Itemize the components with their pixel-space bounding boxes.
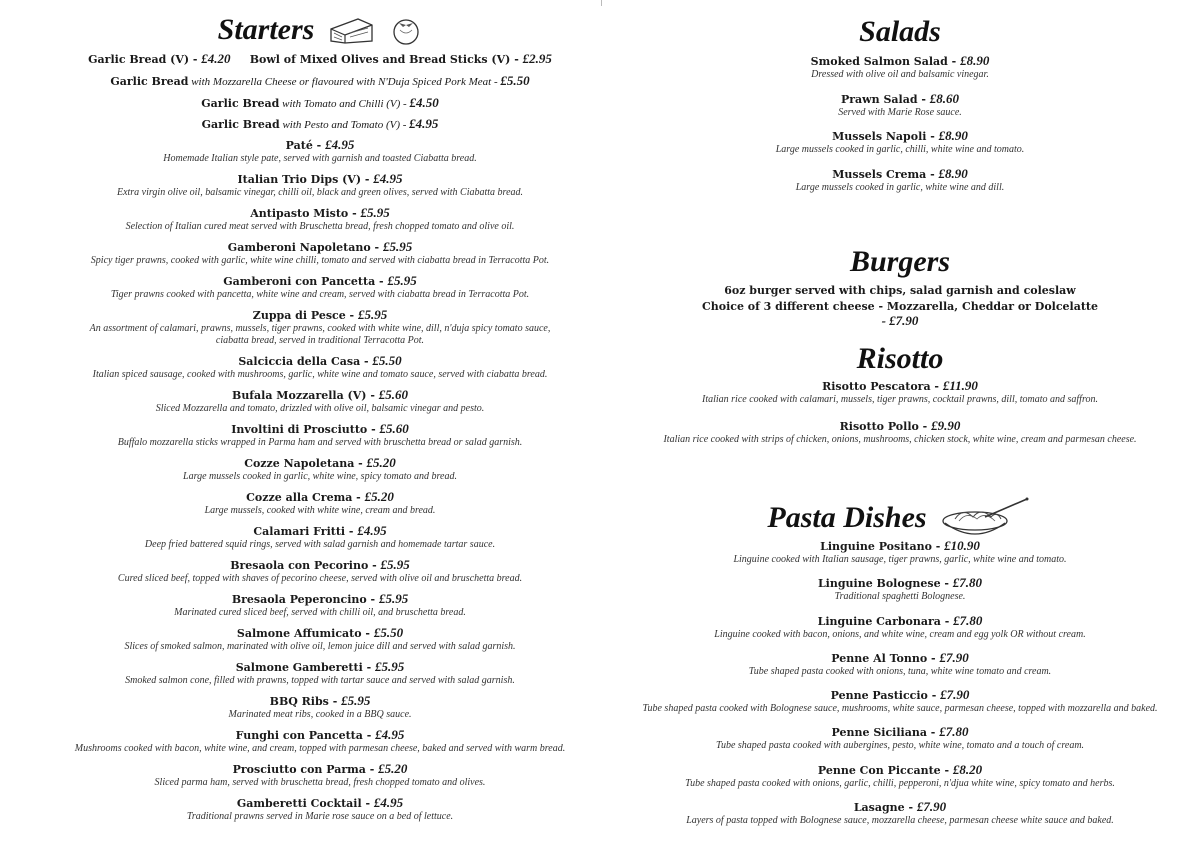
item-price: £7.80 — [953, 612, 983, 628]
item-price: £7.90 — [940, 687, 970, 703]
item-title-line — [630, 379, 1170, 394]
item-description: Marinated meat ribs, cooked in a BBQ sauce. — [228, 709, 412, 720]
item-description: Linguine cooked with Italian sausage, tiger prawns, garlic, white wine and tomato. — [733, 554, 1067, 565]
menu-item — [630, 763, 1170, 800]
item-title-line — [30, 138, 610, 153]
menu-item — [630, 379, 1170, 419]
item-description: Tiger prawns cooked with pancetta, white wine and cream, served with ciabatta bread in Terracotta Pot. — [110, 289, 530, 300]
pasta-title: Pasta Dishes — [767, 501, 927, 534]
menu-item — [30, 796, 610, 830]
item-price: £8.20 — [952, 761, 983, 777]
item-description: Slices of smoked salmon, marinated with olive oil, lemon juice dill and served with salad garnish. — [124, 641, 516, 652]
menu-item — [30, 422, 610, 456]
item-title-line — [30, 388, 610, 403]
item-price: £5.95 — [341, 693, 371, 708]
item-title-line — [30, 762, 610, 777]
item-description: Sliced Mozzarella and tomato, drizzled with olive oil, balsamic vinegar and pesto. — [155, 403, 485, 414]
item-name: Prawn Salad - — [840, 92, 930, 106]
item-name: Involtini di Prosciutto - — [231, 423, 380, 436]
item-title-line — [630, 419, 1170, 434]
pasta-header — [630, 497, 1170, 539]
menu-item — [30, 728, 610, 762]
item-price: £4.95 — [325, 137, 355, 152]
menu-item — [630, 92, 1170, 130]
item-price: £8.90 — [960, 53, 990, 68]
item-title-line — [630, 539, 1170, 554]
item-name: Risotto Pescatora - — [822, 380, 943, 393]
menu-item — [30, 206, 610, 240]
item-price: £4.20 — [201, 51, 231, 66]
item-name: Linguine Positano - — [820, 540, 945, 553]
burger-cheese-choice: Choice of 3 different cheese - Mozzarella, Cheddar or Dolcelatte — [701, 300, 1099, 313]
menu-item — [30, 558, 610, 592]
item-title-line — [30, 172, 610, 187]
item-description: Buffalo mozzarella sticks wrapped in Parma ham and served with bruschetta bread or salad garnish. — [117, 437, 523, 448]
item-description: Sliced parma ham, served with bruschetta bread, fresh chopped tomato and olives. — [154, 777, 486, 788]
item-description: Layers of pasta topped with Bolognese sauce, mozzarella cheese, parmesan cheese white sauce and baked. — [686, 815, 1114, 827]
menu-item — [630, 800, 1170, 837]
item-title-line — [30, 796, 610, 811]
item-title-line — [30, 660, 610, 675]
item-price: £5.20 — [378, 761, 408, 776]
item-title-line — [30, 422, 610, 437]
menu-item — [30, 456, 610, 490]
item-name: Linguine Carbonara - — [817, 614, 954, 628]
item-price: £7.80 — [939, 724, 969, 740]
item-description: Smoked salmon cone, filled with prawns, topped with tartar sauce and served with salad garnish. — [125, 675, 515, 686]
item-price: £11.90 — [942, 378, 978, 393]
item-price: £5.50 — [500, 73, 530, 88]
item-title-line — [630, 576, 1170, 591]
risotto-list — [630, 379, 1170, 459]
menu-item — [630, 688, 1170, 725]
item-description: Cured sliced beef, topped with shaves of pecorino cheese, served with olive oil and bruschetta bread. — [117, 573, 523, 584]
item-name: Garlic Bread — [201, 118, 280, 131]
item-title-line — [630, 614, 1170, 629]
item-title-line — [30, 490, 610, 505]
item-description: Deep fried battered squid rings, served with salad garnish and homemade tartar sauce. — [144, 539, 496, 550]
item-description: Large mussels, cooked with white wine, cream and bread. — [204, 505, 436, 516]
burger-description: 6oz burger served with chips, salad garnish and coleslaw — [724, 284, 1076, 297]
item-title-line — [630, 167, 1170, 182]
item-name: Penne Con Piccante - — [817, 763, 953, 777]
item-name: Mussels Crema - — [832, 167, 939, 181]
item-description: Large mussels cooked in garlic, white wine, spicy tomato and bread. — [183, 471, 457, 482]
item-name: Gamberoni con Pancetta - — [223, 275, 388, 288]
item-description: Extra virgin olive oil, balsamic vinegar, chilli oil, black and green olives, served with Ciabatta bread. — [116, 187, 524, 198]
menu-item — [630, 614, 1170, 651]
pasta-bowl-icon — [941, 497, 1033, 539]
menu-item — [630, 576, 1170, 613]
item-description: Served with Marie Rose sauce. — [838, 106, 962, 118]
item-name: Penne Siciliana - — [831, 726, 940, 740]
item-price: £5.95 — [380, 557, 410, 572]
menu-item — [30, 96, 610, 117]
item-name: Bresaola con Pecorino - — [230, 559, 381, 572]
item-name: Paté - — [285, 139, 326, 152]
item-description: Selection of Italian cured meat served with Bruschetta bread, fresh chopped tomato and olive oil. — [125, 221, 515, 232]
menu-item — [630, 419, 1170, 459]
salads-title: Salads — [859, 15, 941, 48]
item-price: £7.80 — [952, 575, 983, 591]
item-price: £7.90 — [939, 649, 969, 665]
item-description: Tube shaped pasta cooked with aubergines, pesto, white wine, tomato and a touch of cream. — [715, 740, 1085, 752]
item-title-line — [630, 651, 1170, 666]
item-name: Cozze alla Crema - — [246, 491, 365, 504]
item-name: Garlic Bread — [110, 75, 189, 88]
item-title-line — [30, 558, 610, 573]
item-price: £8.60 — [929, 90, 960, 106]
item-description: Tube shaped pasta cooked with Bolognese sauce, mushrooms, white sauce, parmesan cheese, topped with mozzarella and baked. — [642, 703, 1158, 715]
item-title-line — [30, 524, 610, 539]
item-title-line — [630, 129, 1170, 144]
menu-item — [30, 524, 610, 558]
starters-title: Starters — [217, 13, 315, 46]
item-price: £5.50 — [373, 625, 404, 640]
item-title-line — [630, 54, 1170, 69]
item-description: An assortment of calamari, prawns, mussels, tiger prawns, cooked with white wine, dill, n'duja spicy tomato sauce, — [89, 323, 551, 334]
item-price: £5.95 — [378, 591, 409, 606]
item-name: Risotto Pollo - — [839, 420, 932, 433]
menu-item — [30, 240, 610, 274]
item-name: Bufala Mozzarella (V) - — [232, 389, 379, 402]
item-name: Penne Al Tonno - — [831, 651, 940, 665]
item-title-line — [30, 206, 610, 221]
item-title-line — [30, 308, 610, 323]
item-name: Calamari Fritti - — [253, 525, 358, 538]
burgers-title: Burgers — [849, 245, 951, 278]
tomato-icon — [390, 14, 422, 46]
item-price: £5.60 — [379, 421, 409, 436]
item-description: Homemade Italian style pate, served with garnish and toasted Ciabatta bread. — [163, 153, 477, 164]
item-description: Dressed with olive oil and balsamic vinegar. — [811, 69, 989, 80]
item-price: £5.20 — [366, 455, 396, 470]
item-name: Salmone Affumicato - — [236, 627, 374, 640]
item-name: Zuppa di Pesce - — [252, 309, 358, 322]
item-description: Italian rice cooked with calamari, mussels, tiger prawns, cocktail prawns, dill, tomato and saffron. — [701, 394, 1098, 405]
garlic-bread-pair: Garlic Bread (V) - £4.20 Bowl of Mixed Olives and Bread Sticks (V) - £2.95 — [88, 51, 552, 66]
item-price: £9.90 — [931, 418, 961, 433]
item-price: £5.50 — [372, 353, 402, 368]
item-title-line — [30, 626, 610, 641]
menu-item — [630, 539, 1170, 576]
item-title-line — [630, 763, 1170, 778]
menu-item — [630, 129, 1170, 167]
item-price: £2.95 — [522, 51, 552, 66]
menu-item — [30, 354, 610, 388]
item-name: Gamberoni Napoletano - — [227, 241, 383, 254]
starters-list — [30, 138, 610, 830]
bread-loaf-icon — [328, 15, 376, 45]
item-price: £5.95 — [382, 239, 413, 254]
menu-item — [630, 167, 1170, 205]
item-name: Penne Pasticcio - — [830, 689, 941, 703]
item-description: Marinated cured sliced beef, served with chilli oil, and bruschetta bread. — [174, 607, 466, 618]
menu-item — [30, 74, 610, 96]
item-title-line — [30, 456, 610, 471]
item-name: Italian Trio Dips (V) - — [237, 173, 374, 186]
item-price: £5.95 — [387, 273, 417, 288]
menu-item — [30, 138, 610, 172]
item-detail: with Pesto and Tomato (V) - — [279, 119, 410, 131]
item-name: Cozze Napoletana - — [244, 457, 367, 470]
item-price: £4.95 — [409, 116, 439, 131]
risotto-title: Risotto — [856, 342, 944, 375]
menu-item — [30, 172, 610, 206]
item-description-continued: ciabatta bread, served in traditional Terracotta Pot. — [215, 335, 425, 346]
item-name: Mussels Napoli - — [832, 130, 939, 143]
pasta-list — [630, 539, 1170, 837]
menu-item — [30, 660, 610, 694]
item-price: £5.20 — [364, 489, 394, 504]
item-name: Antipasto Misto - — [250, 207, 361, 220]
item-price: £8.90 — [938, 165, 968, 181]
menu-item — [30, 490, 610, 524]
menu-item — [30, 592, 610, 626]
menu-item — [30, 762, 610, 796]
menu-item — [630, 54, 1170, 92]
item-price: £7.90 — [916, 799, 947, 815]
item-title-line — [30, 728, 610, 743]
item-title-line — [630, 725, 1170, 740]
item-title-line — [630, 92, 1170, 107]
starters-column — [30, 0, 610, 830]
item-name: Smoked Salmon Salad - — [810, 55, 961, 68]
item-description: Large mussels cooked in garlic, chilli, white wine and tomato. — [775, 144, 1025, 155]
item-price: £5.95 — [375, 659, 405, 674]
item-name: Linguine Bolognese - — [817, 577, 953, 591]
item-title-line — [30, 592, 610, 607]
menu-item — [30, 308, 610, 354]
item-price: £4.95 — [375, 727, 405, 742]
item-title-line — [30, 240, 610, 255]
item-name: Prosciutto con Parma - — [232, 763, 379, 776]
item-description: Spicy tiger prawns, cooked with garlic, white wine chilli, tomato and served with ciabatta bread in Terracotta Pot. — [90, 255, 550, 266]
item-price: £5.60 — [378, 387, 408, 402]
item-name: Bowl of Mixed Olives and Bread Sticks — [249, 53, 488, 66]
item-name: Lasagne - — [853, 801, 917, 815]
item-name: Salmone Gamberetti - — [235, 661, 375, 674]
item-title-line — [30, 694, 610, 709]
item-name: Bresaola Peperoncino - — [231, 593, 379, 606]
item-description: Tube shaped pasta cooked with onions, tuna, white wine tomato and cream. — [748, 665, 1052, 677]
item-title-line — [30, 274, 610, 289]
item-detail: with Tomato and Chilli (V) - — [279, 98, 410, 110]
salads-list — [630, 54, 1170, 204]
menu-item — [30, 274, 610, 308]
starters-header — [30, 12, 610, 48]
item-price: £10.90 — [944, 538, 980, 553]
item-name: Salciccia della Casa - — [238, 355, 373, 368]
item-description: Mushrooms cooked with bacon, white wine, and cream, topped with parmesan cheese, baked and served with warm bread. — [74, 743, 566, 754]
item-description: Italian rice cooked with strips of chicken, onions, mushrooms, chicken stock, white wine, cream and parmesan cheese. — [663, 434, 1137, 445]
item-title-line — [630, 688, 1170, 703]
item-price: £4.95 — [373, 795, 404, 810]
right-column — [630, 0, 1170, 837]
menu-item — [30, 626, 610, 660]
menu-item — [30, 388, 610, 422]
item-title-line — [630, 800, 1170, 815]
item-price: £4.95 — [357, 523, 387, 538]
item-name: Gamberetti Cocktail - — [236, 797, 374, 810]
item-description: Tube shaped pasta cooked with onions, garlic, chilli, pepperoni, n'djua white wine, spicy tomato and herbs. — [685, 777, 1115, 789]
menu-item — [30, 694, 610, 728]
item-detail: with Mozzarella Cheese or flavoured with N'Duja Spiced Pork Meat - — [188, 76, 501, 88]
item-description: Traditional prawns served in Marie rose sauce on a bed of lettuce. — [186, 811, 454, 822]
item-price: £8.90 — [938, 128, 968, 143]
item-price: £5.95 — [360, 205, 390, 220]
menu-item — [30, 117, 610, 138]
menu-item — [630, 725, 1170, 762]
item-name: Garlic Bread — [201, 97, 280, 110]
item-name: Garlic Bread — [88, 53, 167, 66]
item-price: £5.95 — [357, 307, 388, 322]
menu-item — [630, 651, 1170, 688]
burger-price: - £7.90 — [881, 313, 919, 328]
item-title-line — [30, 354, 610, 369]
item-name: BBQ Ribs - — [269, 695, 342, 708]
item-price: £4.95 — [373, 171, 403, 186]
item-description: Italian spiced sausage, cooked with mushrooms, garlic, white wine and tomato sauce, served with ciabatta bread. — [92, 369, 548, 380]
item-description: Large mussels cooked in garlic, white wine and dill. — [795, 181, 1005, 193]
item-description: Linguine cooked with bacon, onions, and white wine, cream and egg yolk OR without cream. — [714, 628, 1086, 640]
item-description: Traditional spaghetti Bolognese. — [834, 591, 966, 603]
item-price: £4.50 — [409, 95, 439, 110]
burger-price-row — [630, 314, 1170, 329]
item-name: Funghi con Pancetta - — [235, 729, 376, 742]
